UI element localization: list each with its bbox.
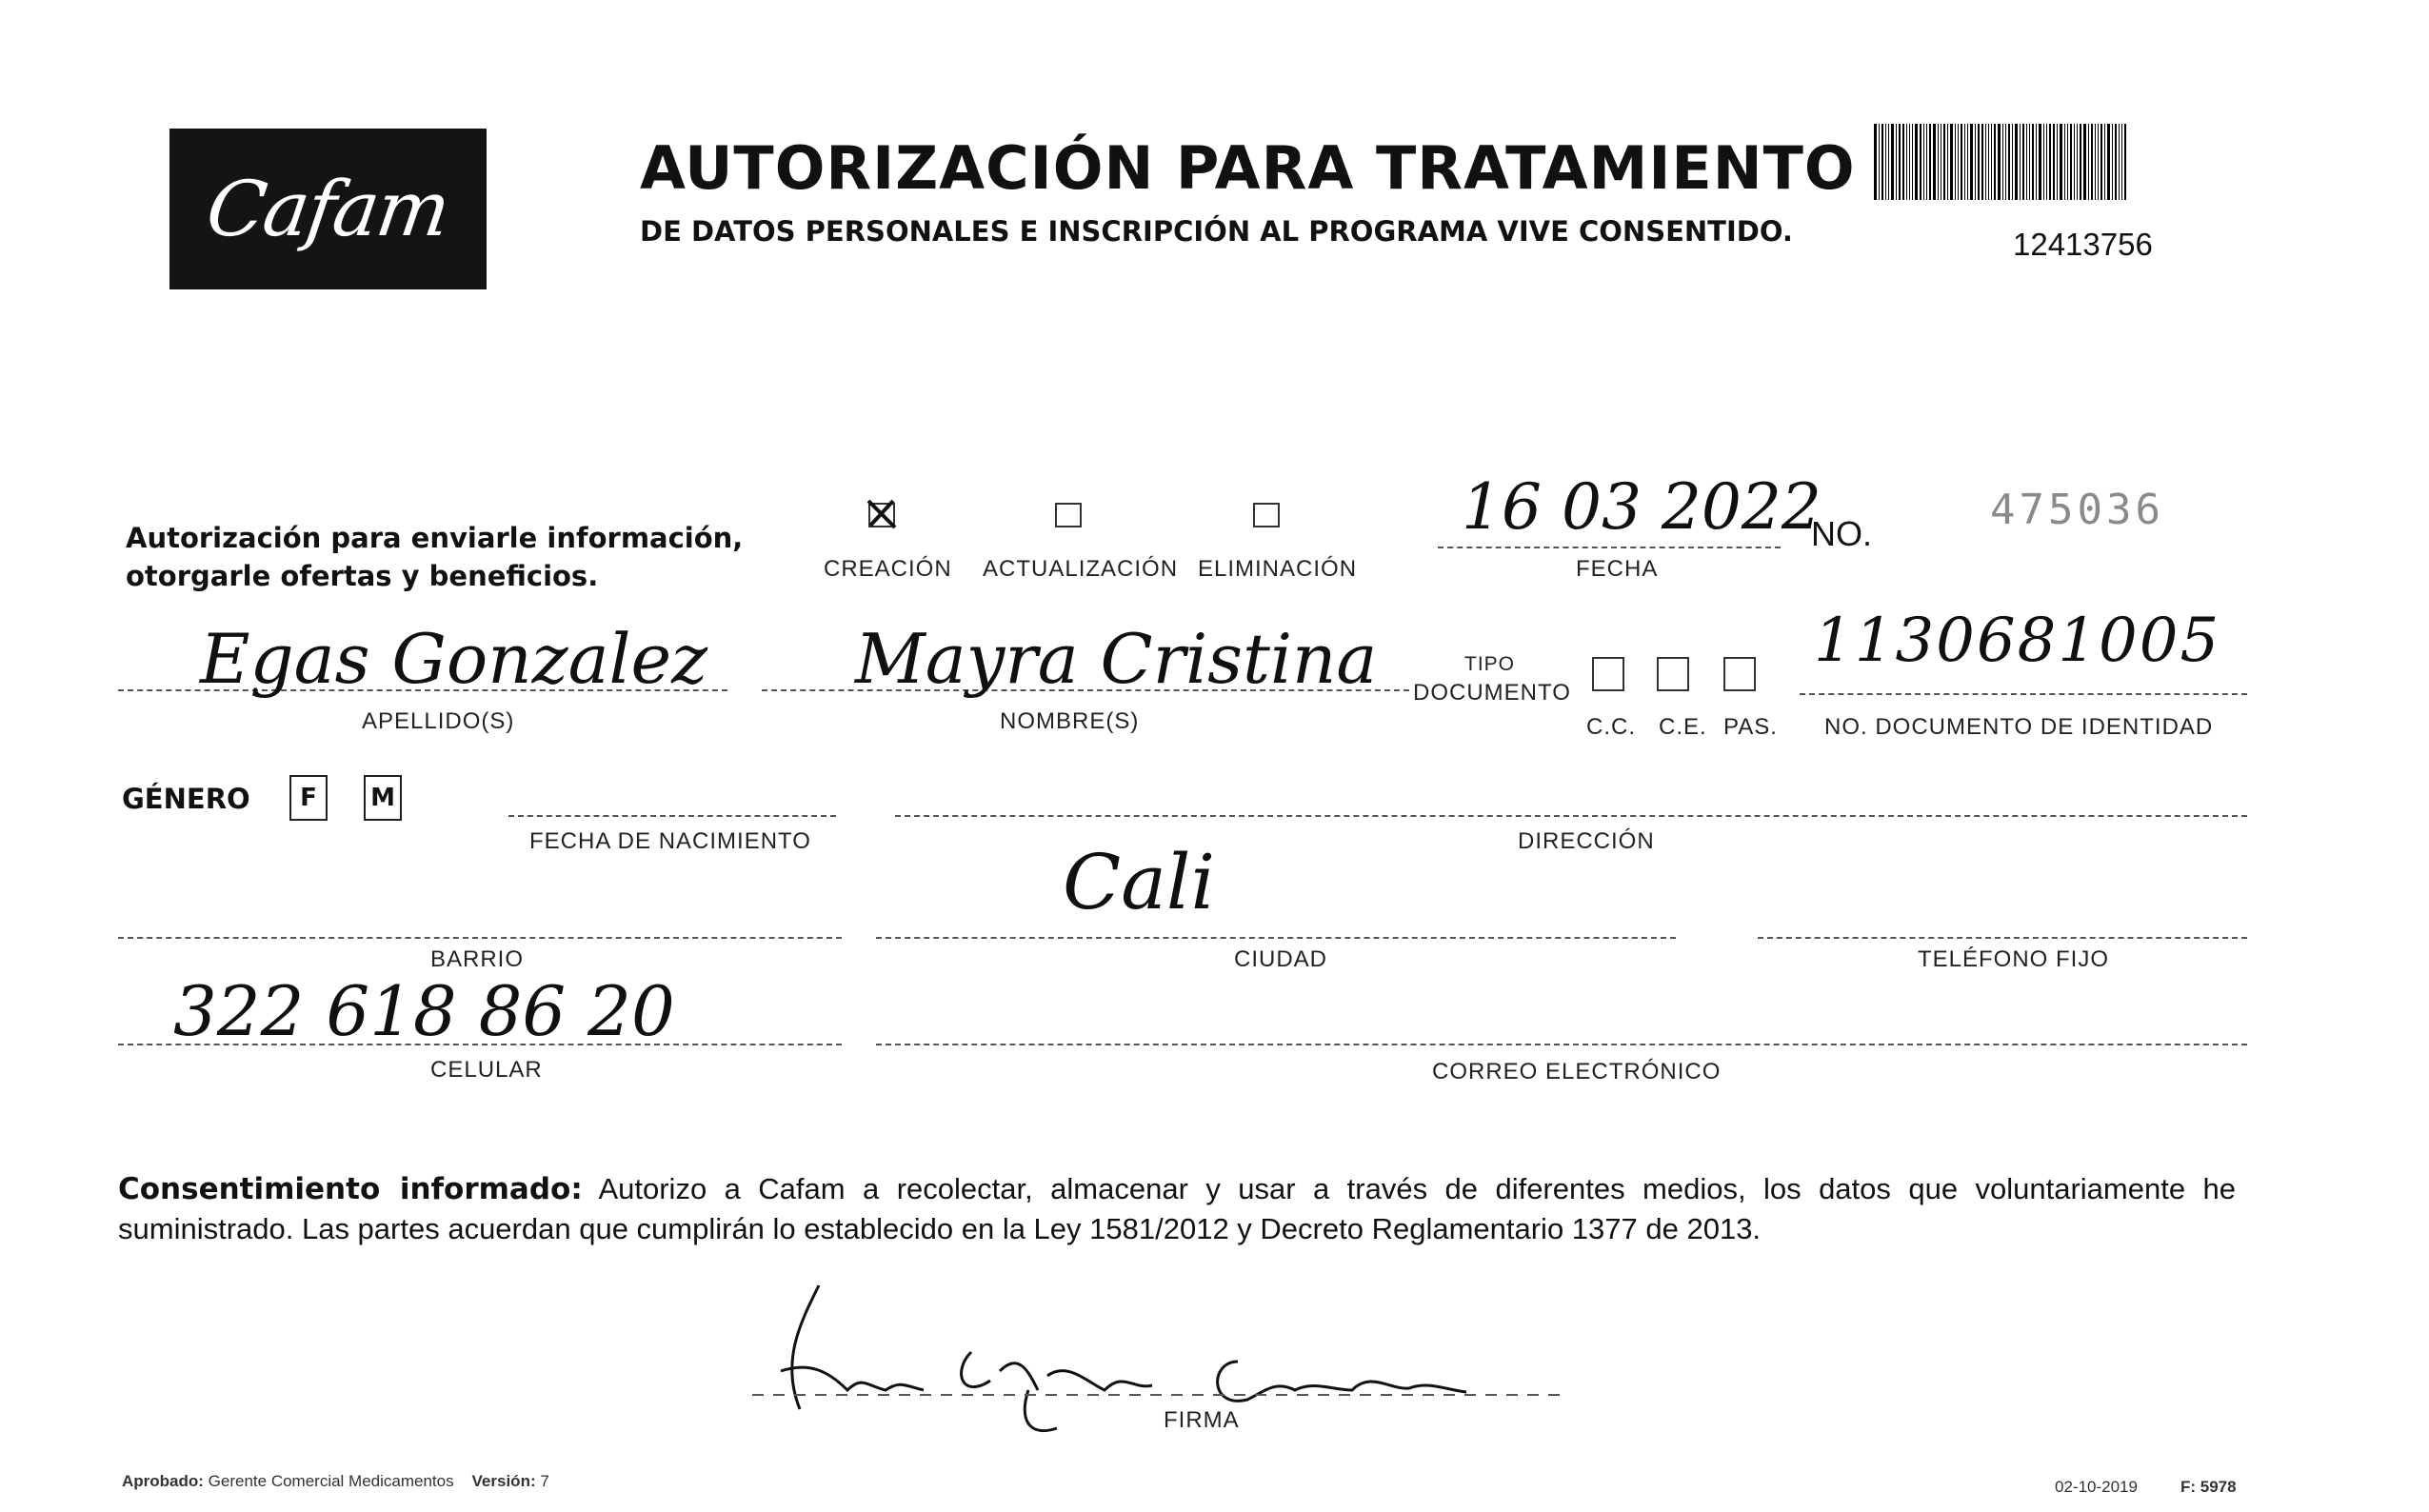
cc-checkbox[interactable]	[1592, 657, 1624, 691]
phone-label: TELÉFONO FIJO	[1918, 946, 2110, 972]
email-label: CORREO ELECTRÓNICO	[1432, 1059, 1722, 1084]
barcode-bar	[1958, 124, 1959, 200]
barcode-bar	[1874, 124, 1877, 200]
city-value: Cali	[1063, 838, 1216, 926]
barcode-bar	[1906, 124, 1907, 200]
barcode-bar	[2124, 124, 2126, 200]
barcode-bar	[1955, 124, 1956, 200]
barcode-bar	[2005, 124, 2006, 200]
barcode-bar	[1902, 124, 1904, 200]
gender-label: GÉNERO	[122, 783, 250, 815]
barcode-bar	[1950, 124, 1953, 200]
barcode-bar	[2060, 124, 2062, 200]
barcode-bar	[1964, 124, 1965, 200]
barcode-bar	[1967, 124, 1968, 200]
barcode-bar	[2083, 124, 2086, 200]
signature-image	[743, 1247, 1581, 1447]
address-line	[895, 815, 2247, 817]
barcode-bar	[2020, 124, 2021, 200]
barcode-bar	[2098, 124, 2099, 200]
cell-value: 322 618 86 20	[173, 971, 675, 1051]
barcode-bar	[1975, 124, 1976, 200]
barcode-bar	[2032, 124, 2034, 200]
name-value: Mayra Cristina	[855, 619, 1378, 699]
ce-checkbox[interactable]	[1657, 657, 1689, 691]
document-subtitle: DE DATOS PERSONALES E INSCRIPCIÓN AL PROGRAMA VIVE CONSENTIDO.	[640, 215, 1793, 248]
barcode-bar	[2046, 124, 2047, 200]
barcode-bar	[1920, 124, 1921, 200]
eliminacion-label: ELIMINACIÓN	[1198, 556, 1358, 582]
barcode-bar	[2015, 124, 2018, 200]
barcode-bar	[1981, 124, 1983, 200]
barcode-bar	[1961, 124, 1962, 200]
barcode-bar	[1998, 124, 2001, 200]
barcode-bar	[1888, 124, 1889, 200]
barcode-bar	[2012, 124, 2013, 200]
consent-paragraph	[118, 1169, 2236, 1249]
barcode-bar	[1929, 124, 1931, 200]
actualizacion-checkbox[interactable]	[1055, 503, 1082, 527]
gender-m-box[interactable]: M	[364, 775, 402, 821]
barcode-bar	[2091, 124, 2093, 200]
number-label: NO.	[1811, 514, 1873, 553]
date-value: 16 03 2022	[1462, 470, 1822, 544]
barcode-bar	[2002, 124, 2003, 200]
barcode	[1874, 124, 2260, 200]
barcode-bar	[1938, 124, 1939, 200]
email-line	[876, 1044, 2247, 1045]
name-label: NOMBRE(S)	[1000, 708, 1140, 734]
barcode-bar	[1899, 124, 1901, 200]
barcode-bar	[2070, 124, 2072, 200]
barcode-bar	[1970, 124, 1973, 200]
birth-date-line	[508, 815, 836, 817]
barcode-bar	[1933, 124, 1936, 200]
doc-type-label-2: DOCUMENTO	[1413, 680, 1571, 706]
barcode-bar	[1879, 124, 1880, 200]
document-title: AUTORIZACIÓN PARA TRATAMIENTO	[640, 133, 1856, 203]
authorization-label-2: otorgarle ofertas y beneficios.	[126, 560, 599, 592]
city-line	[876, 937, 1676, 939]
creacion-label: CREACIÓN	[824, 556, 952, 582]
form-number: 475036	[1990, 486, 2164, 534]
barcode-bar	[2049, 124, 2051, 200]
barcode-bar	[2053, 124, 2055, 200]
cafam-logo	[169, 129, 487, 289]
barcode-bar	[2095, 124, 2096, 200]
surname-value: Egas Gonzalez	[200, 619, 708, 699]
barcode-bar	[2119, 124, 2120, 200]
version-value: 7	[540, 1472, 549, 1490]
actualizacion-label: ACTUALIZACIÓN	[983, 556, 1179, 582]
footer-approved	[122, 1472, 549, 1491]
date-label: FECHA	[1576, 556, 1659, 582]
birth-date-label: FECHA DE NACIMIENTO	[529, 828, 811, 854]
barcode-bar	[2029, 124, 2030, 200]
city-label: CIUDAD	[1234, 946, 1328, 972]
gender-f-box[interactable]: F	[289, 775, 328, 821]
barcode-bar	[2036, 124, 2037, 200]
phone-line	[1758, 937, 2247, 939]
barcode-bar	[1912, 124, 1913, 200]
doc-number-line	[1800, 693, 2247, 695]
barcode-bar	[1896, 124, 1897, 200]
barcode-bar	[1947, 124, 1948, 200]
barrio-line	[118, 937, 842, 939]
pas-checkbox[interactable]	[1723, 657, 1756, 691]
barcode-bar	[2115, 124, 2117, 200]
barcode-bar	[2100, 124, 2102, 200]
check-mark-icon	[865, 497, 899, 531]
signature-label: FIRMA	[1164, 1407, 1240, 1433]
eliminacion-checkbox[interactable]	[1253, 503, 1280, 527]
doc-type-label-1: TIPO	[1464, 653, 1516, 675]
consent-text: Autorizo a Cafam a recolectar, almacenar y usar a través de diferentes medios, los datos que voluntariamente he suministrado. Las partes acuerdan que cumplirán lo establecido en la Ley 1581/2012 y Decreto Reglamentario 1377 de 2013.	[118, 1172, 2236, 1245]
barrio-label: BARRIO	[430, 946, 525, 972]
barcode-bar	[1915, 124, 1918, 200]
barcode-bar	[1943, 124, 1945, 200]
barcode-bar	[1988, 124, 1989, 200]
version-label: Versión:	[471, 1472, 536, 1490]
barcode-bar	[2043, 124, 2044, 200]
pas-label: PAS.	[1723, 714, 1778, 740]
barcode-bar	[2057, 124, 2058, 200]
barcode-bar	[1926, 124, 1927, 200]
logo-text: Cafam	[201, 165, 455, 253]
cell-label: CELULAR	[430, 1057, 543, 1083]
cc-label: C.C.	[1586, 714, 1636, 740]
barcode-bar	[2077, 124, 2078, 200]
barcode-bar	[1978, 124, 1980, 200]
barcode-number: 12413756	[2013, 227, 2153, 262]
date-line	[1438, 547, 1781, 548]
barcode-bar	[1991, 124, 1992, 200]
doc-number-value: 1130681005	[1814, 606, 2221, 676]
address-label: DIRECCIÓN	[1518, 828, 1655, 854]
barcode-bar	[2026, 124, 2027, 200]
approved-label: Aprobado:	[122, 1472, 204, 1490]
authorization-label-1: Autorización para enviarle información,	[126, 522, 744, 554]
barcode-bar	[1881, 124, 1883, 200]
barcode-bar	[1994, 124, 1996, 200]
barcode-bar	[1985, 124, 1986, 200]
ce-label: C.E.	[1659, 714, 1707, 740]
barcode-bar	[1891, 124, 1894, 200]
barcode-bar	[1909, 124, 1910, 200]
barcode-bar	[2107, 124, 2110, 200]
barcode-bar	[2074, 124, 2075, 200]
barcode-bar	[2039, 124, 2041, 200]
doc-number-label: NO. DOCUMENTO DE IDENTIDAD	[1824, 714, 2214, 740]
barcode-bar	[2112, 124, 2113, 200]
approved-value: Gerente Comercial Medicamentos	[208, 1472, 454, 1490]
creacion-checkbox[interactable]	[868, 503, 895, 527]
barcode-bar	[2067, 124, 2068, 200]
barcode-bar	[2064, 124, 2065, 200]
barcode-bar	[2022, 124, 2024, 200]
barcode-bar	[2088, 124, 2089, 200]
barcode-bar	[1923, 124, 1924, 200]
footer-date-code: 02-10-2019	[2055, 1478, 2138, 1496]
barcode-bar	[1885, 124, 1886, 200]
barcode-bar	[2121, 124, 2122, 200]
surname-label: APELLIDO(S)	[362, 708, 515, 734]
barcode-bar	[2080, 124, 2081, 200]
consent-bold: Consentimiento informado:	[118, 1172, 583, 1206]
barcode-bar	[2008, 124, 2010, 200]
footer-form-code: F: 5978	[2180, 1478, 2237, 1496]
barcode-bar	[2104, 124, 2105, 200]
